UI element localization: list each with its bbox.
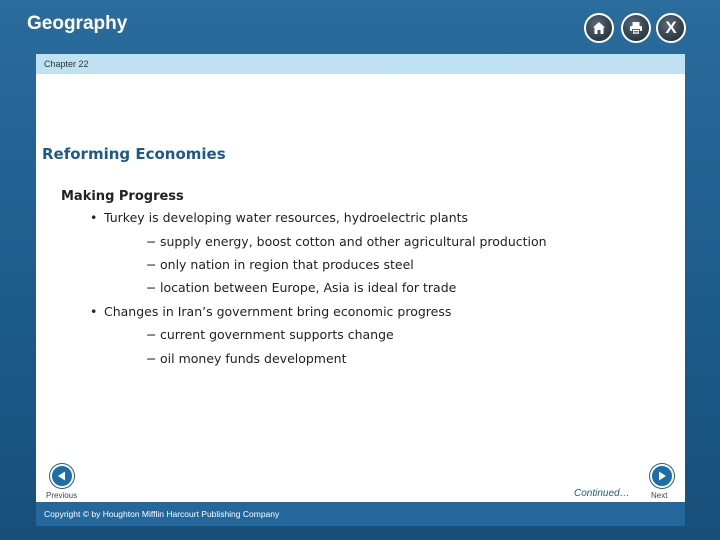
- chapter-bar: [36, 54, 685, 74]
- close-button[interactable]: [656, 13, 686, 43]
- slide-content: [36, 54, 685, 502]
- home-button[interactable]: [584, 13, 614, 43]
- bullet-text: Changes in Iran’s government bring economic progress: [104, 304, 452, 319]
- bullet-text: Turkey is developing water resources, hydroelectric plants: [104, 210, 469, 225]
- sub-item: [146, 280, 456, 295]
- sub-text: oil money funds development: [160, 351, 347, 366]
- sub-marker: −: [146, 257, 157, 272]
- previous-button[interactable]: [50, 464, 74, 488]
- sub-text: location between Europe, Asia is ideal for trade: [160, 280, 457, 295]
- sub-text: supply energy, boost cotton and other agricultural production: [160, 234, 547, 249]
- sub-marker: −: [146, 280, 157, 295]
- chapter-label: Chapter 22: [44, 59, 89, 69]
- slide-title: Reforming Economies: [42, 145, 226, 163]
- home-icon: [591, 20, 607, 36]
- continued-label: Continued…: [574, 488, 630, 499]
- app-title: Geography: [27, 13, 128, 34]
- sub-item: [146, 234, 547, 249]
- close-icon: X: [665, 18, 677, 37]
- bullet-item: [90, 210, 468, 225]
- previous-label[interactable]: Previous: [46, 491, 78, 500]
- triangle-left-icon: [56, 470, 68, 482]
- bullet-marker: •: [90, 304, 98, 319]
- printer-icon: [628, 20, 644, 36]
- sub-marker: −: [146, 234, 157, 249]
- sub-text: only nation in region that produces steel: [160, 257, 414, 272]
- sub-item: [146, 351, 347, 366]
- section-heading: Making Progress: [61, 189, 184, 204]
- next-label[interactable]: Next: [651, 491, 668, 500]
- triangle-right-icon: [656, 470, 668, 482]
- sub-text: current government supports change: [160, 327, 394, 342]
- copyright-bar: [36, 502, 685, 526]
- print-button[interactable]: [621, 13, 651, 43]
- sub-item: [146, 327, 394, 342]
- sub-marker: −: [146, 351, 157, 366]
- copyright-text: Copyright © by Houghton Mifflin Harcourt Publishing Company: [44, 509, 280, 519]
- bullet-item: [90, 304, 451, 319]
- sub-marker: −: [146, 327, 157, 342]
- bullet-marker: •: [90, 210, 98, 225]
- next-button[interactable]: [650, 464, 674, 488]
- sub-item: [146, 257, 414, 272]
